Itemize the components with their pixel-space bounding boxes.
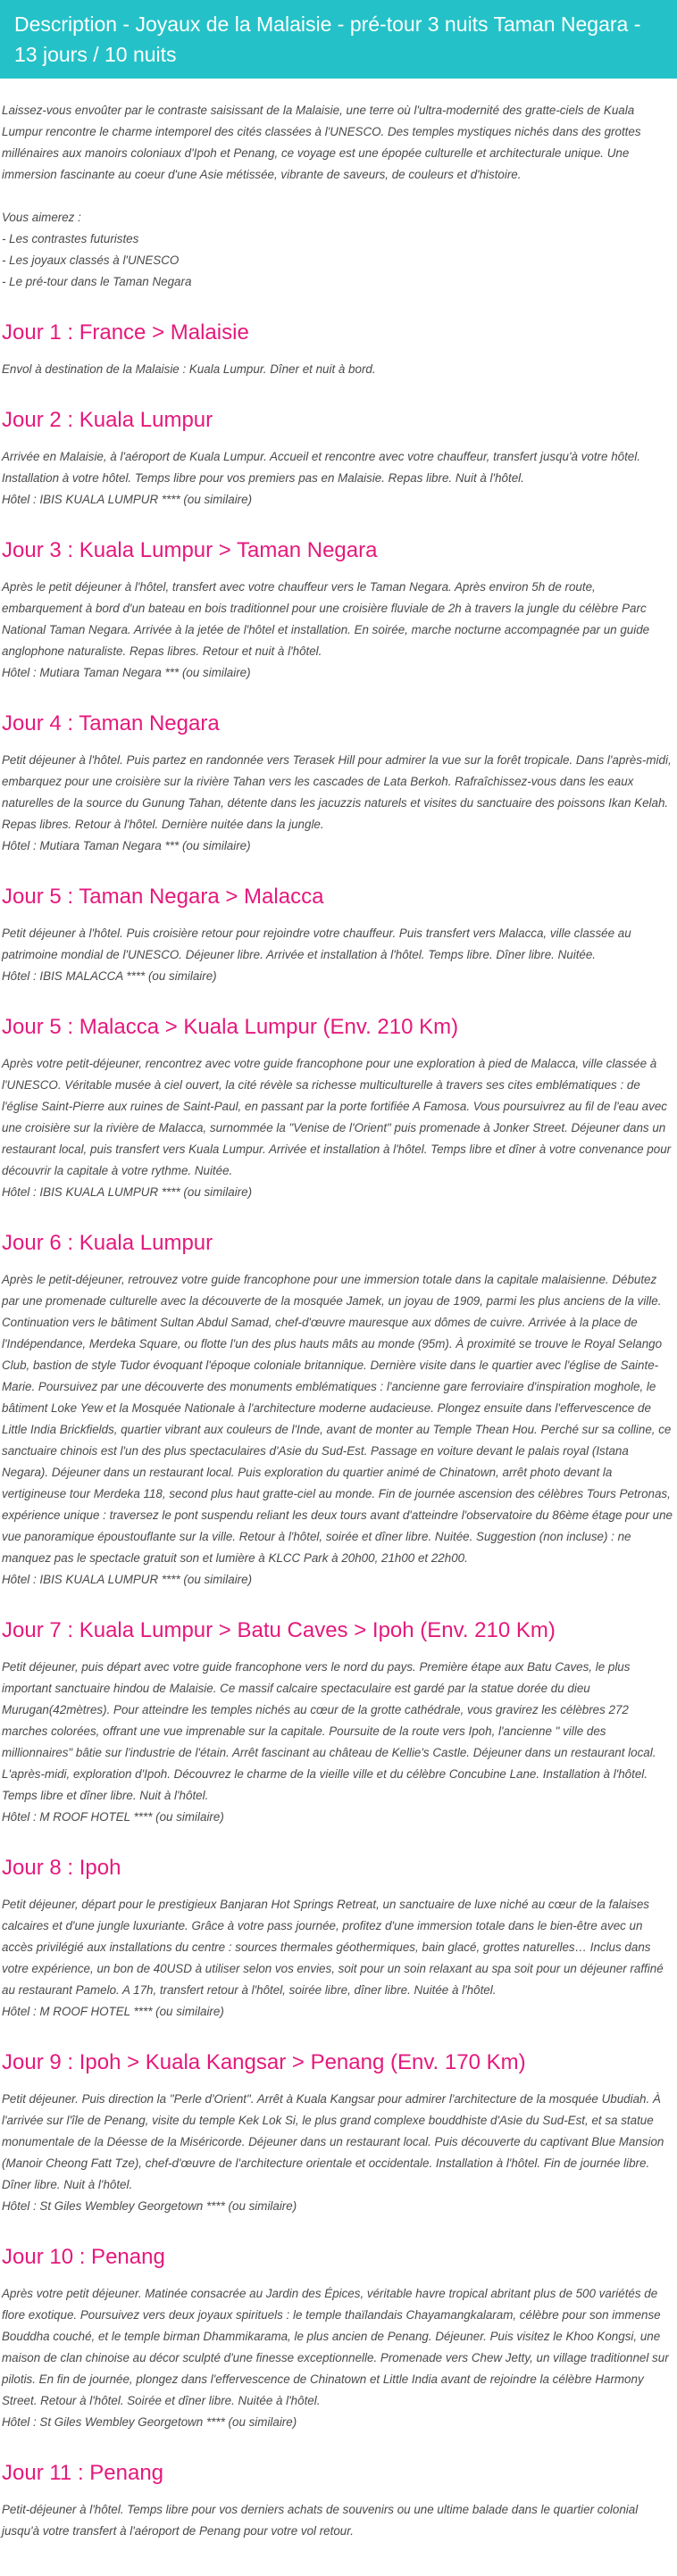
day-title: Jour 5 : Malacca > Kuala Lumpur (Env. 210 Km) — [2, 1015, 459, 1039]
day-block — [2, 710, 675, 857]
day-hotel: Hôtel : St Giles Wembley Georgetown **** (ou similaire) — [2, 2415, 297, 2429]
day-description: Après le petit-déjeuner, retrouvez votre guide francophone pour une immersion totale dans la capitale malaisienne. Débutez par une promenade culturelle avec la découverte de la mosquée Jamek, un joyau de 1909, parmi les plus anciens de la ville. Continuation vers le bâtiment Sultan Abdul Samad, chef-d'œuvre mauresque aux dômes de cuivre. Arrivée à la place de l'Indépendance, Merdeka Square, ou flotte l'un des plus hauts mâts au monde (95m). À proximité se trouve le Royal Selango Club, bastion de style Tudor évoquant l'époque coloniale britannique. Dernière visite dans le quartier avec l'église de Sainte-Marie. Poursuivez par une découverte des monuments emblématiques : l'ancienne gare ferroviaire d'inspiration moghole, le bâtiment Loke Yew et la Mosquée Nationale à l'architecture moderne audacieuse. Plongez ensuite dans l'effervescence de Little India Brickfields, quartier vibrant aux couleurs de l'Inde, avant de monter au Temple Thean Hou. Perché sur sa colline, ce sanctuaire chinois est l'un des plus spectaculaires d'Asie du Sud-Est. Passage en voiture devant le palais royal (Istana Negara). Déjeuner dans un restaurant local. Puis exploration du quartier animé de Chinatown, arrêt photo devant la vertigineuse tour Merdeka 118, second plus haut gratte-ciel au monde. Fin de journée ascension des célèbres Tours Petronas, expérience unique : traversez le pont suspendu reliant les deux tours avant d'atteindre l'observatoire du 86ème étage pour une vue panoramique époustouflante sur la ville. Retour à l'hôtel, soirée et dîner libre. Nuitée. Suggestion (non incluse) : ne manquez pas le spectacle gratuit son et lumière à KLCC Park à 20h00, 21h00 et 22h00. — [2, 1273, 673, 1565]
day-title: Jour 4 : Taman Negara — [2, 711, 220, 735]
day-block — [2, 2244, 675, 2433]
day-description: Petit déjeuner. Puis direction la "Perle d'Orient". Arrêt à Kuala Kangsar pour admirer l'architecture de la mosquée Ubudiah. À l'arrivée sur l'île de Penang, visite du temple Kek Lok Si, le plus grand complexe bouddhiste d'Asie du Sud-Est, et sa statue monumentale de la Déesse de la Miséricorde. Déjeuner dans un restaurant local. Puis découverte du captivant Blue Mansion (Manoir Cheong Fatt Tze), chef-d'œuvre de l'architecture orientale et occidentale. Installation à l'hôtel. Fin de journée libre. Dîner libre. Nuit à l'hôtel. — [2, 2092, 664, 2191]
list-item: - Les contrastes futuristes — [2, 232, 139, 245]
day-block — [2, 407, 675, 511]
day-description: Après votre petit déjeuner. Matinée consacrée au Jardin des Épices, véritable havre tropical abritant plus de 500 variétés de flore exotique. Poursuivez vers deux joyaux spirituels : le temple thaïlandais Chayamangkalaram, célèbre pour son immense Bouddha couché, et le temple birman Dhammikarama, le plus ancien de Penang. Déjeuner. Puis visitez le Khoo Kongsi, une maison de clan chinoise au décor sculpté d'une finesse exceptionnelle. Promenade vers Chew Jetty, un village traditionnel sur pilotis. En fin de journée, plongez dans l'effervescence de Chinatown et Little India avant de rejoindre la célèbre Harmony Street. Retour à l'hôtel. Soirée et dîner libre. Nuitée à l'hôtel. — [2, 2287, 669, 2407]
day-title: Jour 6 : Kuala Lumpur — [2, 1231, 213, 1255]
day-block — [2, 1855, 675, 2023]
day-description: Petit déjeuner, puis départ avec votre guide francophone vers le nord du pays. Première étape aux Batu Caves, le plus important sanctuaire hindou de Malaisie. Ce massif calcaire spectaculaire est gardé par la statue dorée du dieu Murugan(42mètres). Pour atteindre les temples nichés au cœur de la grotte cathédrale, vous gravirez les célèbres 272 marches colorées, offrant une vue imprenable sur la capitale. Poursuite de la route vers Ipoh, l'ancienne " ville des millionnaires" bâtie sur l'industrie de l'étain. Arrêt fascinant au château de Kellie's Castle. Déjeuner dans un restaurant local. L'après-midi, exploration d'Ipoh. Découvrez le charme de la vieille ville et du célèbre Concubine Lane. Installation à l'hôtel. Temps libre et dîner libre. Nuit à l'hôtel. — [2, 1660, 656, 1802]
day-block — [2, 1014, 675, 1203]
list-item: - Les joyaux classés à l'UNESCO — [2, 253, 180, 267]
day-description: Envol à destination de la Malaisie : Kuala Lumpur. Dîner et nuit à bord. — [2, 362, 376, 376]
content — [0, 100, 677, 2542]
day-block — [2, 1617, 675, 1828]
day-hotel: Hôtel : IBIS KUALA LUMPUR **** (ou similaire) — [2, 493, 253, 506]
day-description: Après votre petit-déjeuner, rencontrez avec votre guide francophone pour une exploration à pied de Malacca, ville classée à l'UNESCO. Véritable musée à ciel ouvert, la cité révèle sa richesse multiculturelle à travers ses cites emblématiques : de l'église Saint-Pierre aux ruines de Saint-Paul, en passant par la porte fortifiée A Famosa. Vous poursuivrez au fil de l'eau avec une croisière sur la rivière de Malacca, surnommée la "Venise de l'Orient" puis promenade à Jonker Street. Déjeuner dans un restaurant local, puis transfert vers Kuala Lumpur. Arrivée et installation à l'hôtel. Temps libre et dîner à votre convenance pour découvrir la capitale à votre rythme. Nuitée. — [2, 1057, 672, 1177]
day-description: Arrivée en Malaisie, à l'aéroport de Kuala Lumpur. Accueil et rencontre avec votre chauffeur, transfert jusqu'à votre hôtel. Installation à votre hôtel. Temps libre pour vos premiers pas en Malaisie. Repas libre. Nuit à l'hôtel. — [2, 450, 640, 485]
intro-paragraph: Laissez-vous envoûter par le contraste saisissant de la Malaisie, une terre où l'ultra-modernité des gratte-ciels de Kuala Lumpur rencontre le charme intemporel des cités classées à l'UNESCO. Des temples mystiques nichés dans des grottes millénaires aux manoirs coloniaux d'Ipoh et Penang, ce voyage est une épopée culturelle et architecturale unique. Une immersion fascinante au coeur d'une Asie métissée, vibrante de saveurs, de couleurs et d'histoire. — [2, 104, 641, 181]
day-hotel: Hôtel : St Giles Wembley Georgetown **** (ou similaire) — [2, 2199, 297, 2213]
spacer — [2, 186, 675, 207]
day-title: Jour 1 : France > Malaisie — [2, 320, 249, 345]
day-block — [2, 2049, 675, 2217]
day-title: Jour 8 : Ipoh — [2, 1856, 121, 1880]
day-description: Petit déjeuner à l'hôtel. Puis partez en randonnée vers Terasek Hill pour admirer la vue sur la forêt tropicale. Dans l'après-midi, embarquez pour une croisière sur la rivière Tahan vers les cascades de Lata Berkoh. Rafraîchissez-vous dans les eaux naturelles de la source du Gunung Tahan, détente dans les jacuzzis naturels et visites du sanctuaire des poissons Ikan Kelah. Repas libres. Retour à l'hôtel. Dernière nuitée dans la jungle. — [2, 753, 672, 831]
day-title: Jour 11 : Penang — [2, 2461, 164, 2485]
day-hotel: Hôtel : M ROOF HOTEL **** (ou similaire) — [2, 1810, 224, 1824]
list-item: - Le pré-tour dans le Taman Negara — [2, 275, 192, 288]
intro-section — [2, 100, 675, 293]
day-block — [2, 537, 675, 684]
day-hotel: Hôtel : Mutiara Taman Negara *** (ou similaire) — [2, 666, 251, 679]
day-hotel: Hôtel : M ROOF HOTEL **** (ou similaire) — [2, 2005, 224, 2018]
day-hotel: Hôtel : IBIS KUALA LUMPUR **** (ou similaire) — [2, 1185, 253, 1199]
day-description: Petit déjeuner, départ pour le prestigieux Banjaran Hot Springs Retreat, un sanctuaire de luxe niché au cœur de la falaises calcaires et d'une jungle luxuriante. Grâce à votre pass journée, profitez d'une immersion totale dans le bien-être avec un accès privilégié aux installations du centre : sources thermales géothermiques, bain glacé, grottes naturelles… Inclus dans votre expérience, un bon de 40USD à utiliser selon vos envies, soit pour un soin relaxant au spa soit pour un déjeuner raffiné au restaurant Pamelo. A 17h, transfert retour à l'hôtel, soirée libre, dîner libre. Nuitée à l'hôtel. — [2, 1898, 664, 1997]
day-title: Jour 9 : Ipoh > Kuala Kangsar > Penang (Env. 170 Km) — [2, 2050, 526, 2074]
day-title: Jour 2 : Kuala Lumpur — [2, 408, 213, 432]
day-description: Petit déjeuner à l'hôtel. Puis croisière retour pour rejoindre votre chauffeur. Puis transfert vers Malacca, ville classée au patrimoine mondial de l'UNESCO. Déjeuner libre. Arrivée et installation à l'hôtel. Temps libre. Dîner libre. Nuitée. — [2, 927, 631, 961]
day-hotel: Hôtel : IBIS KUALA LUMPUR **** (ou similaire) — [2, 1573, 253, 1586]
day-title: Jour 5 : Taman Negara > Malacca — [2, 885, 324, 909]
day-title: Jour 7 : Kuala Lumpur > Batu Caves > Ipoh (Env. 210 Km) — [2, 1618, 556, 1642]
day-description: Après le petit déjeuner à l'hôtel, transfert avec votre chauffeur vers le Taman Negara. Après environ 5h de route, embarquement à bord d'un bateau en bois traditionnel pour une croisière fluviale de 2h à travers la jungle du célèbre Parc National Taman Negara. Arrivée à la jetée de l'hôtel et installation. En soirée, marche nocturne accompagnée par un guide anglophone naturaliste. Repas libres. Retour et nuit à l'hôtel. — [2, 580, 650, 658]
day-block — [2, 884, 675, 987]
days-list — [2, 320, 675, 2542]
day-title: Jour 10 : Penang — [2, 2245, 165, 2269]
day-hotel: Hôtel : Mutiara Taman Negara *** (ou similaire) — [2, 839, 251, 852]
day-block — [2, 1230, 675, 1591]
page-title: Description - Joyaux de la Malaisie - pré-tour 3 nuits Taman Negara - 13 jours / 10 nuits — [0, 0, 677, 79]
day-title: Jour 3 : Kuala Lumpur > Taman Negara — [2, 538, 378, 562]
day-block — [2, 2460, 675, 2542]
list-title: Vous aimerez : — [2, 211, 81, 224]
day-hotel: Hôtel : IBIS MALACCA **** (ou similaire) — [2, 969, 217, 983]
day-description: Petit-déjeuner à l'hôtel. Temps libre pour vos derniers achats de souvenirs ou une ultime balade dans le quartier colonial jusqu'à votre transfert à l'aéroport de Penang pour votre vol retour. — [2, 2503, 639, 2538]
day-block — [2, 320, 675, 380]
